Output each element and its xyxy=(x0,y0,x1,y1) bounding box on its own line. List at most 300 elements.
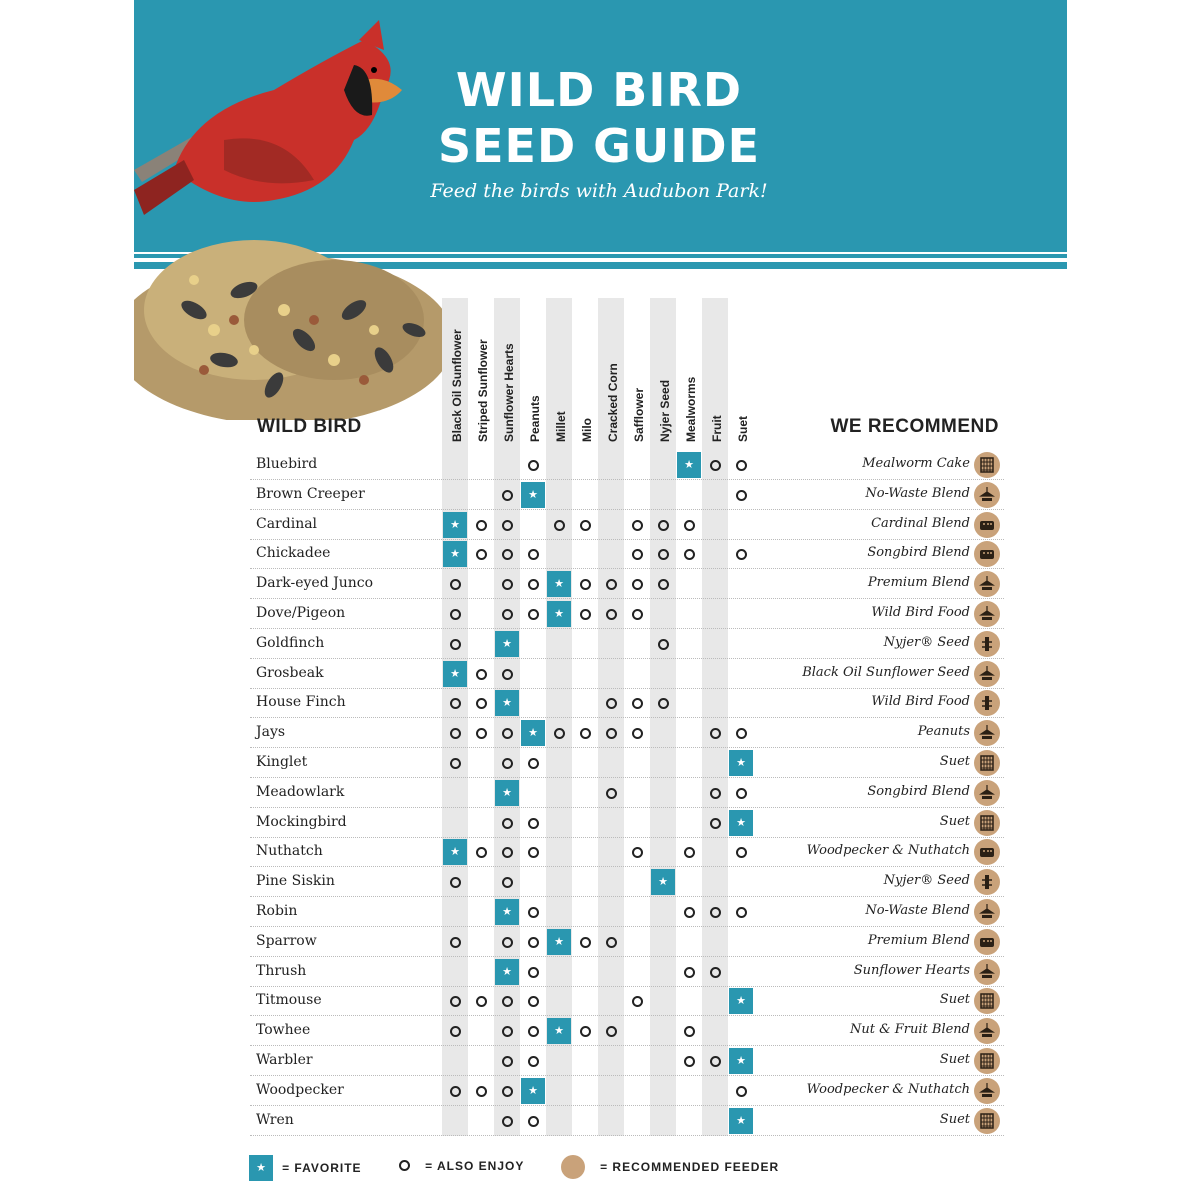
also-enjoy-circle-icon xyxy=(606,698,617,709)
table-cell xyxy=(572,1016,598,1046)
bird-name: Towhee xyxy=(256,1022,311,1039)
table-cell xyxy=(728,1046,754,1076)
also-enjoy-circle-icon xyxy=(450,728,461,739)
table-cell xyxy=(520,837,546,867)
legend-also-enjoy-label: = ALSO ENJOY xyxy=(425,1158,525,1173)
also-enjoy-circle-icon xyxy=(528,996,539,1007)
also-enjoy-circle-icon xyxy=(710,818,721,829)
recommended-product: Suet xyxy=(939,992,970,1008)
table-cell xyxy=(546,1016,572,1046)
also-enjoy-circle-icon xyxy=(632,698,643,709)
table-cell xyxy=(624,599,650,629)
table-cell xyxy=(520,718,546,748)
column-header-label: Sunflower Hearts xyxy=(502,343,516,442)
table-row xyxy=(250,659,1000,689)
bird-name: Thrush xyxy=(256,962,307,979)
also-enjoy-circle-icon xyxy=(502,490,513,501)
table-cell xyxy=(546,718,572,748)
also-enjoy-circle-icon xyxy=(632,520,643,531)
also-enjoy-circle-icon xyxy=(658,520,669,531)
also-enjoy-circle-icon xyxy=(502,758,513,769)
table-cell xyxy=(520,1046,546,1076)
bird-name: House Finch xyxy=(256,694,346,711)
table-cell xyxy=(650,510,676,540)
also-enjoy-circle-icon xyxy=(684,847,695,858)
also-enjoy-circle-icon xyxy=(528,758,539,769)
page-subtitle: Feed the birds with Audubon Park! xyxy=(430,180,768,202)
table-cell xyxy=(676,450,702,480)
table-cell xyxy=(728,897,754,927)
also-enjoy-circle-icon xyxy=(736,549,747,560)
also-enjoy-circle-icon xyxy=(554,520,565,531)
table-cell xyxy=(520,539,546,569)
also-enjoy-circle-icon xyxy=(450,1086,461,1097)
table-cell xyxy=(442,688,468,718)
also-enjoy-circle-icon xyxy=(710,788,721,799)
legend-favorite-label: = FAVORITE xyxy=(282,1161,362,1175)
table-cell xyxy=(494,629,520,659)
table-cell xyxy=(624,569,650,599)
also-enjoy-circle-icon xyxy=(710,907,721,918)
recommended-product: Wild Bird Food xyxy=(871,694,970,710)
table-cell xyxy=(572,718,598,748)
also-enjoy-circle-icon xyxy=(580,937,591,948)
table-cell xyxy=(546,599,572,629)
table-cell xyxy=(494,569,520,599)
also-enjoy-circle-icon xyxy=(736,907,747,918)
table-cell xyxy=(520,1016,546,1046)
also-enjoy-circle-icon xyxy=(476,728,487,739)
bird-name: Warbler xyxy=(256,1052,313,1068)
also-enjoy-circle-icon xyxy=(632,549,643,560)
favorite-star-icon: ★ xyxy=(521,1078,545,1104)
table-cell xyxy=(702,957,728,987)
bird-name: Robin xyxy=(256,903,298,919)
table-cell xyxy=(650,688,676,718)
also-enjoy-circle-icon xyxy=(502,1086,513,1097)
legend-recommended-feeder xyxy=(561,1155,779,1181)
favorite-star-icon: ★ xyxy=(495,959,519,985)
also-enjoy-circle-icon xyxy=(528,1056,539,1067)
column-header-label: Striped Sunflower xyxy=(476,339,490,442)
table-cell xyxy=(676,539,702,569)
table-cell xyxy=(520,748,546,778)
feeder-house-icon xyxy=(974,839,1000,865)
table-cell xyxy=(442,837,468,867)
favorite-star-icon: ★ xyxy=(249,1155,273,1181)
column-header xyxy=(468,300,494,442)
table-row xyxy=(250,629,1000,659)
feeder-tray-icon xyxy=(974,720,1000,746)
also-enjoy-circle-icon xyxy=(476,698,487,709)
table-cell xyxy=(624,718,650,748)
also-enjoy-circle-icon xyxy=(528,460,539,471)
table-cell xyxy=(520,569,546,599)
also-enjoy-circle-icon xyxy=(606,728,617,739)
also-enjoy-circle-icon xyxy=(502,549,513,560)
also-enjoy-circle-icon xyxy=(580,579,591,590)
table-row xyxy=(250,450,1000,480)
also-enjoy-circle-icon xyxy=(502,877,513,888)
also-enjoy-circle-icon xyxy=(606,609,617,620)
table-cell xyxy=(728,1076,754,1106)
also-enjoy-circle-icon xyxy=(606,1026,617,1037)
column-header xyxy=(520,300,546,442)
table-cell xyxy=(728,837,754,867)
column-header xyxy=(728,300,754,442)
feeder-tube-icon xyxy=(974,690,1000,716)
table-cell xyxy=(598,569,624,599)
also-enjoy-circle-icon xyxy=(684,520,695,531)
legend-recommended-feeder-label: = RECOMMENDED FEEDER xyxy=(600,1160,780,1174)
table-cell xyxy=(598,927,624,957)
also-enjoy-circle-icon xyxy=(502,579,513,590)
table-cell xyxy=(650,629,676,659)
also-enjoy-circle-icon xyxy=(502,937,513,948)
also-enjoy-circle-icon xyxy=(684,1056,695,1067)
also-enjoy-circle-icon xyxy=(502,669,513,680)
recommended-product: No-Waste Blend xyxy=(865,485,970,501)
table-cell xyxy=(702,1046,728,1076)
also-enjoy-circle-icon xyxy=(528,937,539,948)
also-enjoy-circle-icon xyxy=(684,549,695,560)
feeder-tube-icon xyxy=(974,631,1000,657)
also-enjoy-circle-icon xyxy=(450,758,461,769)
column-header-label: Nyjer Seed xyxy=(658,379,672,442)
also-enjoy-circle-icon xyxy=(399,1160,410,1171)
also-enjoy-circle-icon xyxy=(528,818,539,829)
also-enjoy-circle-icon xyxy=(580,1026,591,1037)
also-enjoy-circle-icon xyxy=(606,579,617,590)
table-cell xyxy=(494,718,520,748)
feeder-tray-icon xyxy=(974,601,1000,627)
feeder-tray-icon xyxy=(974,571,1000,597)
also-enjoy-circle-icon xyxy=(476,520,487,531)
table-cell xyxy=(650,569,676,599)
also-enjoy-circle-icon xyxy=(476,549,487,560)
favorite-star-icon: ★ xyxy=(443,512,467,538)
column-header xyxy=(624,300,650,442)
also-enjoy-circle-icon xyxy=(528,549,539,560)
table-cell xyxy=(442,1076,468,1106)
favorite-star-icon: ★ xyxy=(729,1048,753,1074)
column-header-label: Fruit xyxy=(710,415,724,442)
also-enjoy-circle-icon xyxy=(736,788,747,799)
bird-name: Brown Creeper xyxy=(256,485,365,502)
favorite-star-icon: ★ xyxy=(521,482,545,508)
column-header-label: Millet xyxy=(554,411,568,442)
feeder-tube-icon xyxy=(974,869,1000,895)
table-cell xyxy=(728,748,754,778)
column-header-label: Black Oil Sunflower xyxy=(450,329,464,442)
also-enjoy-circle-icon xyxy=(736,847,747,858)
also-enjoy-circle-icon xyxy=(528,579,539,590)
also-enjoy-circle-icon xyxy=(736,728,747,739)
also-enjoy-circle-icon xyxy=(736,1086,747,1097)
recommended-product: Cardinal Blend xyxy=(871,515,970,531)
bird-name: Mockingbird xyxy=(256,813,347,830)
also-enjoy-circle-icon xyxy=(528,847,539,858)
feeder-cage-icon xyxy=(974,1048,1000,1074)
favorite-star-icon: ★ xyxy=(677,452,701,478)
also-enjoy-circle-icon xyxy=(632,847,643,858)
table-cell xyxy=(676,1016,702,1046)
table-cell xyxy=(442,629,468,659)
recommended-product: Black Oil Sunflower Seed xyxy=(802,664,970,680)
bird-name: Woodpecker xyxy=(256,1081,344,1098)
also-enjoy-circle-icon xyxy=(476,847,487,858)
favorite-star-icon: ★ xyxy=(729,1108,753,1134)
table-cell xyxy=(728,778,754,808)
table-row xyxy=(250,569,1000,599)
feeder-tray-icon xyxy=(974,482,1000,508)
also-enjoy-circle-icon xyxy=(632,609,643,620)
table-cell xyxy=(728,450,754,480)
table-cell xyxy=(520,957,546,987)
table-cell xyxy=(494,1076,520,1106)
also-enjoy-circle-icon xyxy=(450,698,461,709)
feeder-tray-icon xyxy=(974,661,1000,687)
feeder-tray-icon xyxy=(974,780,1000,806)
table-cell xyxy=(572,510,598,540)
feeder-house-icon xyxy=(974,512,1000,538)
also-enjoy-circle-icon xyxy=(450,1026,461,1037)
favorite-star-icon: ★ xyxy=(547,1018,571,1044)
table-cell xyxy=(676,510,702,540)
table-cell xyxy=(520,480,546,510)
table-cell xyxy=(650,867,676,897)
table-cell xyxy=(572,599,598,629)
table-cell xyxy=(676,1046,702,1076)
also-enjoy-circle-icon xyxy=(632,579,643,590)
also-enjoy-circle-icon xyxy=(528,1026,539,1037)
also-enjoy-circle-icon xyxy=(450,579,461,590)
feeder-cage-icon xyxy=(974,810,1000,836)
table-row xyxy=(250,986,1000,1016)
table-cell xyxy=(442,1016,468,1046)
table-cell xyxy=(546,927,572,957)
also-enjoy-circle-icon xyxy=(476,669,487,680)
recommended-product: No-Waste Blend xyxy=(865,903,970,918)
bird-name: Dark-eyed Junco xyxy=(256,575,374,592)
recommended-product: Suet xyxy=(939,1052,970,1067)
table-cell xyxy=(520,808,546,838)
favorite-star-icon: ★ xyxy=(547,929,571,955)
table-cell xyxy=(468,1076,494,1106)
also-enjoy-circle-icon xyxy=(502,520,513,531)
bird-name: Sparrow xyxy=(256,932,317,949)
also-enjoy-circle-icon xyxy=(502,996,513,1007)
favorite-star-icon: ★ xyxy=(547,601,571,627)
recommended-product: Suet xyxy=(939,813,970,829)
recommended-product: Nut & Fruit Blend xyxy=(849,1022,970,1038)
table-cell xyxy=(572,569,598,599)
recommended-product: Peanuts xyxy=(917,724,970,740)
recommended-product: Songbird Blend xyxy=(867,545,970,561)
table-cell xyxy=(442,510,468,540)
table-cell xyxy=(494,1106,520,1136)
table-cell xyxy=(442,599,468,629)
also-enjoy-circle-icon xyxy=(606,937,617,948)
recommended-product: Suet xyxy=(939,754,970,769)
also-enjoy-circle-icon xyxy=(502,847,513,858)
also-enjoy-circle-icon xyxy=(528,967,539,978)
recommended-product: Songbird Blend xyxy=(867,783,970,799)
favorite-star-icon: ★ xyxy=(547,571,571,597)
bird-name: Grosbeak xyxy=(256,664,324,681)
table-row xyxy=(250,897,1000,927)
table-cell xyxy=(624,837,650,867)
table-cell xyxy=(494,688,520,718)
also-enjoy-circle-icon xyxy=(476,996,487,1007)
recommended-product: Sunflower Hearts xyxy=(853,962,970,978)
table-cell xyxy=(442,659,468,689)
column-header-label: Suet xyxy=(736,415,750,442)
also-enjoy-circle-icon xyxy=(580,728,591,739)
also-enjoy-circle-icon xyxy=(502,1026,513,1037)
favorite-star-icon: ★ xyxy=(729,810,753,836)
table-row xyxy=(250,778,1000,808)
table-row xyxy=(250,599,1000,629)
feeder-tray-icon xyxy=(974,899,1000,925)
feeder-tray-icon xyxy=(974,959,1000,985)
column-header-label: Mealworms xyxy=(684,376,698,442)
column-header xyxy=(650,300,676,442)
table-row xyxy=(250,748,1000,778)
also-enjoy-circle-icon xyxy=(528,1116,539,1127)
table-cell xyxy=(598,688,624,718)
recommended-product: Wild Bird Food xyxy=(871,605,970,620)
table-cell xyxy=(442,748,468,778)
table-row xyxy=(250,1046,1000,1076)
table-cell xyxy=(494,808,520,838)
feeder-swatch-icon xyxy=(561,1155,585,1179)
also-enjoy-circle-icon xyxy=(528,609,539,620)
table-cell xyxy=(572,927,598,957)
bird-name: Chickadee xyxy=(256,545,331,562)
table-cell xyxy=(442,569,468,599)
table-cell xyxy=(702,718,728,748)
table-cell xyxy=(702,450,728,480)
table-row xyxy=(250,718,1000,748)
table-cell xyxy=(702,778,728,808)
table-cell xyxy=(650,539,676,569)
table-cell xyxy=(468,510,494,540)
also-enjoy-circle-icon xyxy=(736,460,747,471)
also-enjoy-circle-icon xyxy=(684,967,695,978)
table-cell xyxy=(598,1016,624,1046)
also-enjoy-circle-icon xyxy=(502,818,513,829)
also-enjoy-circle-icon xyxy=(450,609,461,620)
also-enjoy-circle-icon xyxy=(658,639,669,650)
row-divider xyxy=(250,1135,1004,1136)
feeder-house-icon xyxy=(974,541,1000,567)
also-enjoy-circle-icon xyxy=(632,996,643,1007)
favorite-star-icon: ★ xyxy=(495,631,519,657)
also-enjoy-circle-icon xyxy=(450,877,461,888)
recommended-product: Mealworm Cake xyxy=(862,456,970,471)
table-cell xyxy=(728,986,754,1016)
favorite-star-icon: ★ xyxy=(521,720,545,746)
also-enjoy-circle-icon xyxy=(684,1026,695,1037)
recommended-product: Premium Blend xyxy=(867,575,970,591)
also-enjoy-circle-icon xyxy=(710,460,721,471)
table-cell xyxy=(494,986,520,1016)
table-cell xyxy=(442,718,468,748)
table-cell xyxy=(442,539,468,569)
table-cell xyxy=(442,867,468,897)
recommended-product: Premium Blend xyxy=(867,932,970,948)
table-cell xyxy=(442,986,468,1016)
also-enjoy-circle-icon xyxy=(684,907,695,918)
table-cell xyxy=(494,837,520,867)
also-enjoy-circle-icon xyxy=(528,907,539,918)
table-cell xyxy=(494,927,520,957)
favorite-star-icon: ★ xyxy=(495,899,519,925)
table-cell xyxy=(494,480,520,510)
column-header-label: Safflower xyxy=(632,387,646,442)
also-enjoy-circle-icon xyxy=(554,728,565,739)
also-enjoy-circle-icon xyxy=(736,490,747,501)
table-cell xyxy=(624,688,650,718)
table-cell xyxy=(676,897,702,927)
table-row xyxy=(250,808,1000,838)
table-row xyxy=(250,867,1000,897)
also-enjoy-circle-icon xyxy=(502,728,513,739)
favorite-star-icon: ★ xyxy=(443,661,467,687)
legend-favorite xyxy=(249,1155,362,1181)
favorite-star-icon: ★ xyxy=(729,750,753,776)
bird-name: Jays xyxy=(256,724,286,741)
recommended-product: Nyjer® Seed xyxy=(883,634,970,650)
wild-bird-header: WILD BIRD xyxy=(257,416,362,437)
table-cell xyxy=(624,510,650,540)
feeder-cage-icon xyxy=(974,1108,1000,1134)
title-line-1: WILD BIRD xyxy=(455,63,743,117)
also-enjoy-circle-icon xyxy=(450,639,461,650)
table-cell xyxy=(442,927,468,957)
table-cell xyxy=(702,808,728,838)
table-cell xyxy=(728,808,754,838)
also-enjoy-circle-icon xyxy=(658,579,669,590)
also-enjoy-circle-icon xyxy=(476,1086,487,1097)
table-row xyxy=(250,510,1000,540)
column-header xyxy=(572,300,598,442)
table-cell xyxy=(624,539,650,569)
favorite-star-icon: ★ xyxy=(729,988,753,1014)
bird-name: Cardinal xyxy=(256,515,318,532)
bird-name: Dove/Pigeon xyxy=(256,605,346,621)
table-cell xyxy=(598,718,624,748)
table-cell xyxy=(520,450,546,480)
table-cell xyxy=(494,748,520,778)
column-header xyxy=(702,300,728,442)
table-cell xyxy=(520,897,546,927)
table-cell xyxy=(494,897,520,927)
table-cell xyxy=(520,986,546,1016)
favorite-star-icon: ★ xyxy=(495,780,519,806)
feeder-house-icon xyxy=(974,929,1000,955)
table-cell xyxy=(494,510,520,540)
table-cell xyxy=(728,718,754,748)
table-cell xyxy=(624,986,650,1016)
also-enjoy-circle-icon xyxy=(450,937,461,948)
also-enjoy-circle-icon xyxy=(658,698,669,709)
title-line-2: SEED GUIDE xyxy=(437,119,760,173)
table-cell xyxy=(468,837,494,867)
table-row xyxy=(250,927,1000,957)
also-enjoy-circle-icon xyxy=(580,520,591,531)
